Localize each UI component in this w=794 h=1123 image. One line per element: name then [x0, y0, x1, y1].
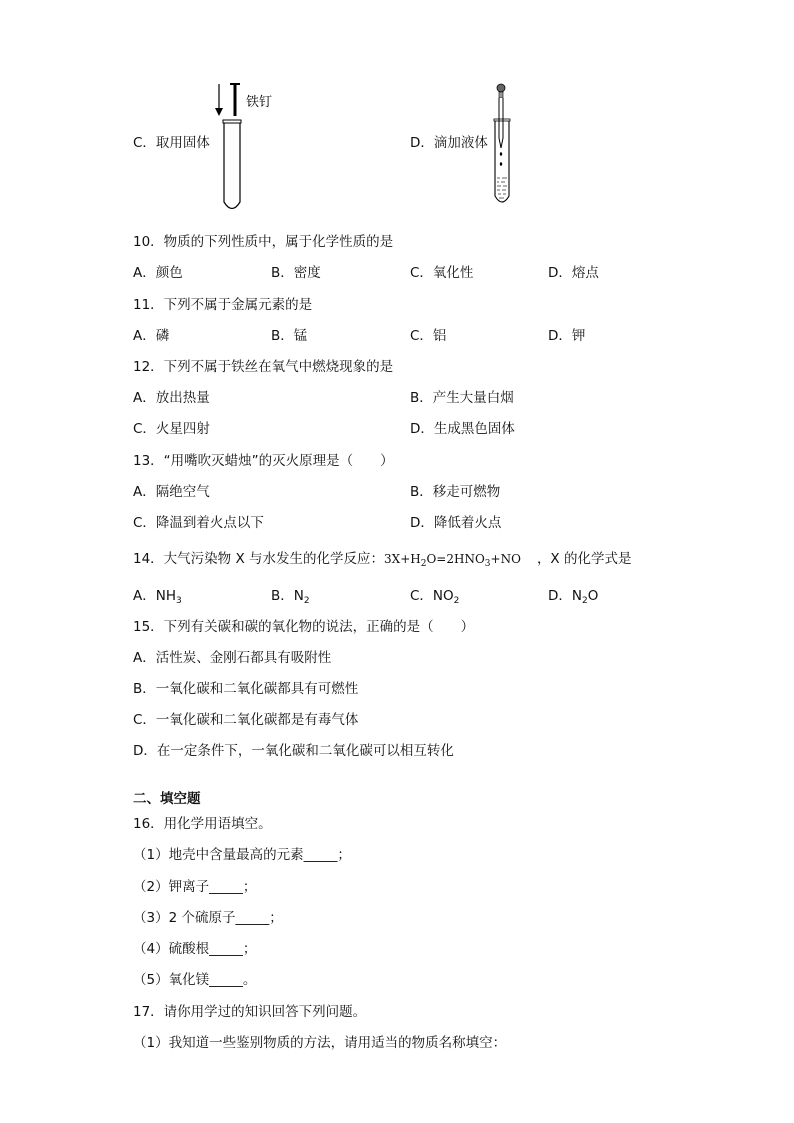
q13-option-b: B．移走可燃物 [410, 484, 501, 500]
q14-stem-tail: ，X 的化学式是 [536, 551, 632, 567]
q12-option-a: A．放出热量 [133, 390, 210, 406]
q14-option-d: D．$N_2O$ [548, 588, 599, 606]
q17-stem: 17．请你用学过的知识回答下列问题。 [133, 1004, 367, 1020]
q10-stem: 10．物质的下列性质中，属于化学性质的是 [133, 234, 394, 250]
q14-equation: $3X+H_2O=2HNO_3+NO$ [384, 552, 521, 569]
q13-option-a: A．隔绝空气 [133, 484, 210, 500]
q13-stem: 13．“用嘴吹灭蜡烛”的灭火原理是（ ） [133, 453, 394, 469]
dropper-test-tube-figure [488, 82, 518, 210]
q10-option-c: C．氧化性 [410, 265, 474, 281]
q12-option-d: D．生成黑色固体 [410, 421, 515, 437]
q16-item-5: （5）氧化镁_____。 [133, 972, 257, 988]
q15-stem: 15．下列有关碳和碳的氧化物的说法，正确的是（ ） [133, 619, 475, 635]
q10-option-a: A．颜色 [133, 265, 183, 281]
q14-option-b: B．$N_2$ [271, 588, 310, 606]
q17-item-1: （1）我知道一些鉴别物质的方法，请用适当的物质名称填空： [133, 1035, 507, 1051]
q16-item-2: （2）钾离子_____； [133, 879, 257, 895]
iron-nail-label: 铁钉 [246, 95, 273, 110]
q11-stem: 11．下列不属于金属元素的是 [133, 297, 313, 313]
q14-stem [133, 550, 631, 568]
q14-option-c: C．$NO_2$ [410, 588, 460, 606]
q16-stem: 16．用化学用语填空。 [133, 816, 272, 832]
q9-option-d-label: D．滴加液体 [410, 135, 488, 151]
section-title-fill-in: 二、填空题 [133, 791, 201, 807]
q15-option-a: A．活性炭、金刚石都具有吸附性 [133, 650, 332, 666]
q11-option-b: B．锰 [271, 328, 308, 344]
q11-option-c: C．铝 [410, 328, 447, 344]
q14-option-a: A．$NH_3$ [133, 588, 182, 606]
q12-option-c: C．火星四射 [133, 421, 210, 437]
test-tube-solid-figure [205, 78, 285, 214]
q13-option-d: D．降低着火点 [410, 515, 502, 531]
q12-stem: 12．下列不属于铁丝在氧气中燃烧现象的是 [133, 359, 394, 375]
q15-option-c: C．一氧化碳和二氧化碳都是有毒气体 [133, 712, 359, 728]
q13-option-c: C．降温到着火点以下 [133, 515, 264, 531]
q10-option-d: D．熔点 [548, 265, 599, 281]
q9-option-c-label: C．取用固体 [133, 135, 210, 151]
q15-option-b: B．一氧化碳和二氧化碳都具有可燃性 [133, 681, 359, 697]
q10-option-b: B．密度 [271, 265, 321, 281]
q12-option-b: B．产生大量白烟 [410, 390, 514, 406]
q16-item-3: （3）2 个硫原子_____； [133, 910, 283, 926]
q16-item-4: （4）硫酸根_____； [133, 941, 257, 957]
q11-option-a: A．磷 [133, 328, 170, 344]
q11-option-d: D．钾 [548, 328, 586, 344]
q15-option-d: D．在一定条件下，一氧化碳和二氧化碳可以相互转化 [133, 743, 454, 759]
q16-item-1: （1）地壳中含量最高的元素_____； [133, 847, 351, 863]
q14-stem-text: 14．大气污染物 X 与水发生的化学反应： [133, 551, 385, 567]
